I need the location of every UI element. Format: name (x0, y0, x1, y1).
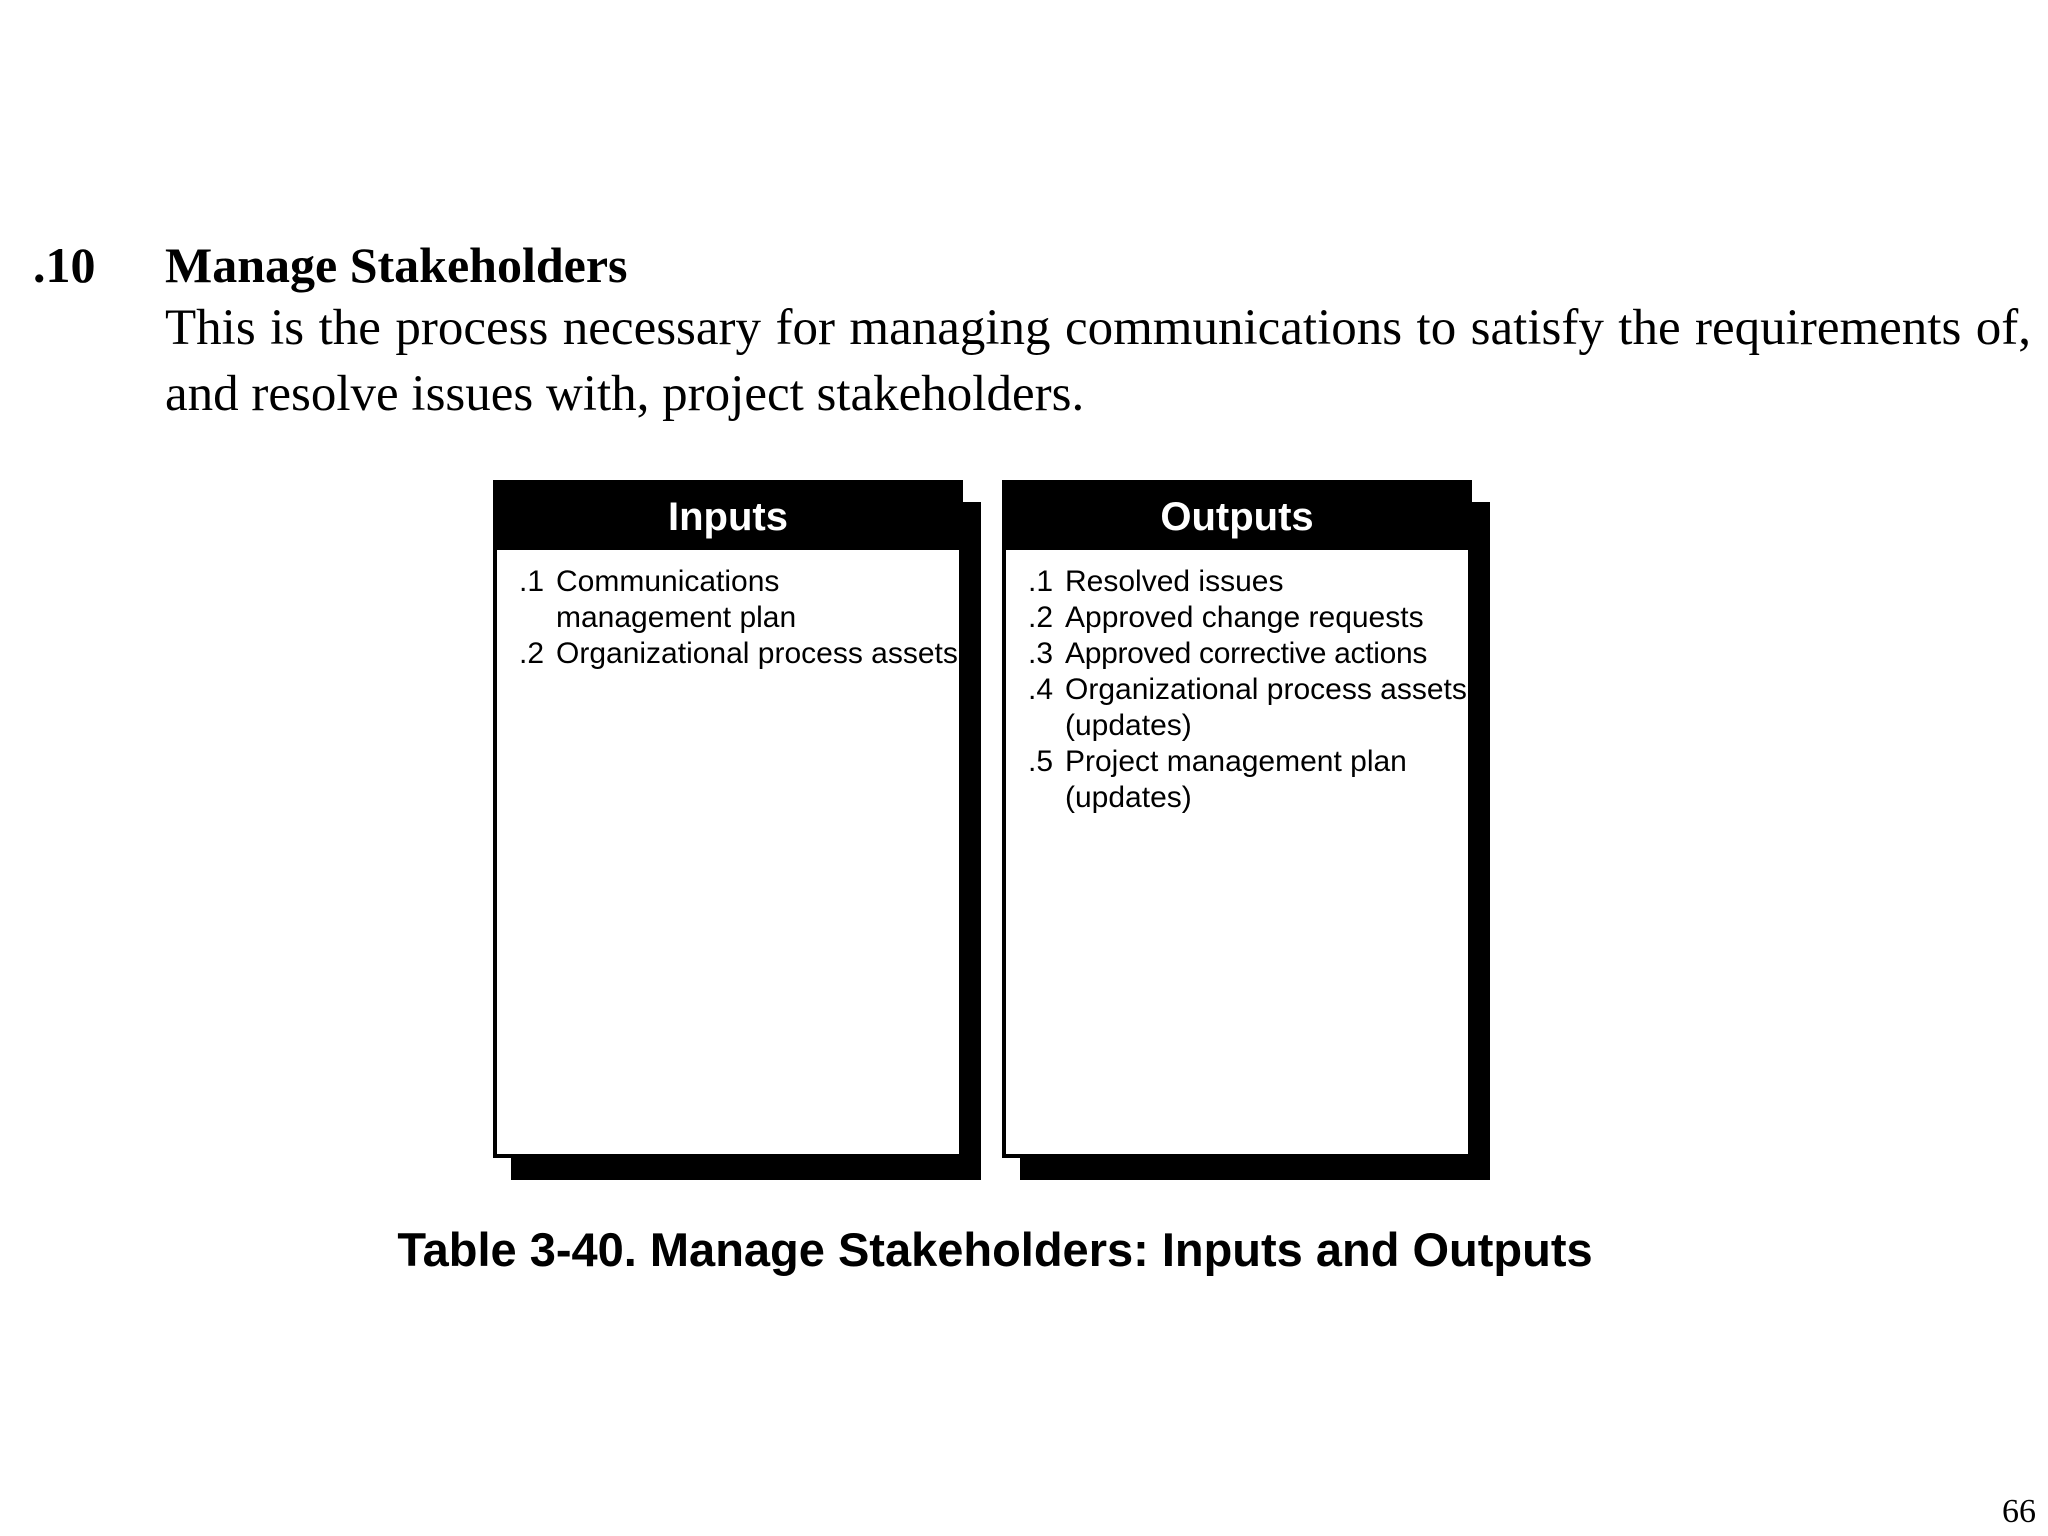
outputs-list (1006, 550, 1468, 816)
item-number: .4 (1028, 673, 1054, 706)
item-text: Approved corrective actions (1065, 637, 1428, 670)
section-title: Manage Stakeholders (165, 237, 628, 293)
item-number: .1 (1028, 565, 1054, 598)
list-item (519, 636, 959, 672)
item-text: Resolved issues (1065, 565, 1284, 598)
outputs-panel (1002, 480, 1472, 1158)
list-item (519, 564, 959, 636)
item-text: Approved change requests (1065, 601, 1424, 634)
list-item (1028, 636, 1468, 672)
page-number: 66 (2002, 1493, 2036, 1530)
item-number: .3 (1028, 637, 1054, 670)
outputs-box (1002, 480, 1472, 1158)
list-item (1028, 672, 1468, 744)
item-number: .1 (519, 565, 545, 598)
item-number: .5 (1028, 745, 1054, 778)
table-caption: Table 3-40. Manage Stakeholders: Inputs and Outputs (397, 1223, 1593, 1276)
list-item (1028, 600, 1468, 636)
inputs-box (493, 480, 963, 1158)
item-text: Project management plan (updates) (1065, 745, 1407, 814)
item-number: .2 (519, 637, 545, 670)
outputs-heading: Outputs (1006, 484, 1468, 550)
item-text: Organizational process assets (556, 637, 958, 670)
section-description: This is the process necessary for managing communications to satisfy the requirements of, and resolve issues with, project stakeholders. (165, 300, 2031, 422)
list-item (1028, 744, 1468, 816)
item-text: Organizational process assets (updates) (1065, 673, 1467, 742)
inputs-list (497, 550, 959, 672)
item-number: .2 (1028, 601, 1054, 634)
inputs-panel (493, 480, 963, 1158)
inputs-heading: Inputs (497, 484, 959, 550)
section-number: .10 (33, 237, 96, 293)
list-item (1028, 564, 1468, 600)
item-text: Communications management plan (556, 565, 797, 634)
